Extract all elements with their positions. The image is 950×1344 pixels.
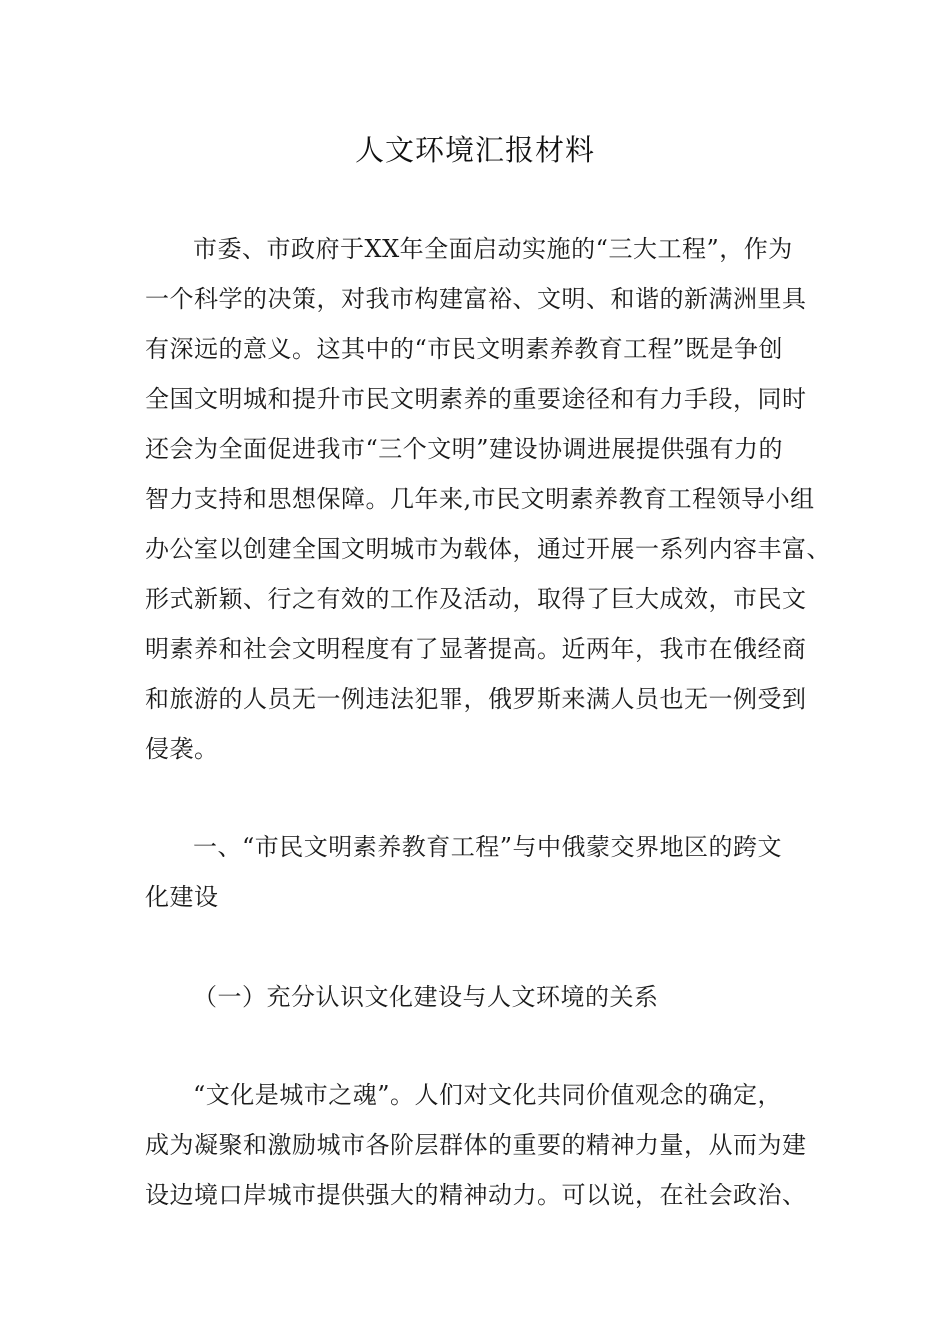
paragraph-1-line: 有深远的意义。这其中的“市民文明素养教育工程”既是争创 bbox=[145, 335, 784, 363]
paragraph-2-line: 成为凝聚和激励城市各阶层群体的重要的精神力量，从而为建 bbox=[145, 1131, 807, 1159]
paragraph-1-line: 侵袭。 bbox=[145, 735, 219, 763]
paragraph-1-line: 还会为全面促进我市“三个文明”建设协调进展提供强有力的 bbox=[145, 435, 784, 463]
paragraph-1-line: 市委、市政府于XX年全面启动实施的“三大工程”，作为 bbox=[193, 235, 793, 263]
paragraph-2-line: 设边境口岸城市提供强大的精神动力。可以说，在社会政治、 bbox=[145, 1181, 807, 1209]
paragraph-1-line: 一个科学的决策，对我市构建富裕、文明、和谐的新满洲里具 bbox=[145, 285, 807, 313]
paragraph-1-line: 智力支持和思想保障。几年来,市民文明素养教育工程领导小组 bbox=[145, 485, 815, 513]
paragraph-1-line: 明素养和社会文明程度有了显著提高。近两年，我市在俄经商 bbox=[145, 635, 807, 663]
paragraph-1-line: 全国文明城和提升市民文明素养的重要途径和有力手段，同时 bbox=[145, 385, 807, 413]
paragraph-1-line: 形式新颖、行之有效的工作及活动，取得了巨大成效，市民文 bbox=[145, 585, 807, 613]
paragraph-1-line: 办公室以创建全国文明城市为载体，通过开展一系列内容丰富、 bbox=[145, 535, 831, 563]
section-heading-line: 一、“市民文明素养教育工程”与中俄蒙交界地区的跨文 bbox=[193, 833, 783, 861]
paragraph-2-line: “文化是城市之魂”。人们对文化共同价值观念的确定， bbox=[193, 1081, 783, 1109]
subsection-heading: （一）充分认识文化建设与人文环境的关系 bbox=[193, 983, 659, 1011]
paragraph-1-line: 和旅游的人员无一例违法犯罪，俄罗斯来满人员也无一例受到 bbox=[145, 685, 807, 713]
section-heading-line: 化建设 bbox=[145, 883, 219, 911]
document-title: 人文环境汇报材料 bbox=[354, 133, 595, 167]
